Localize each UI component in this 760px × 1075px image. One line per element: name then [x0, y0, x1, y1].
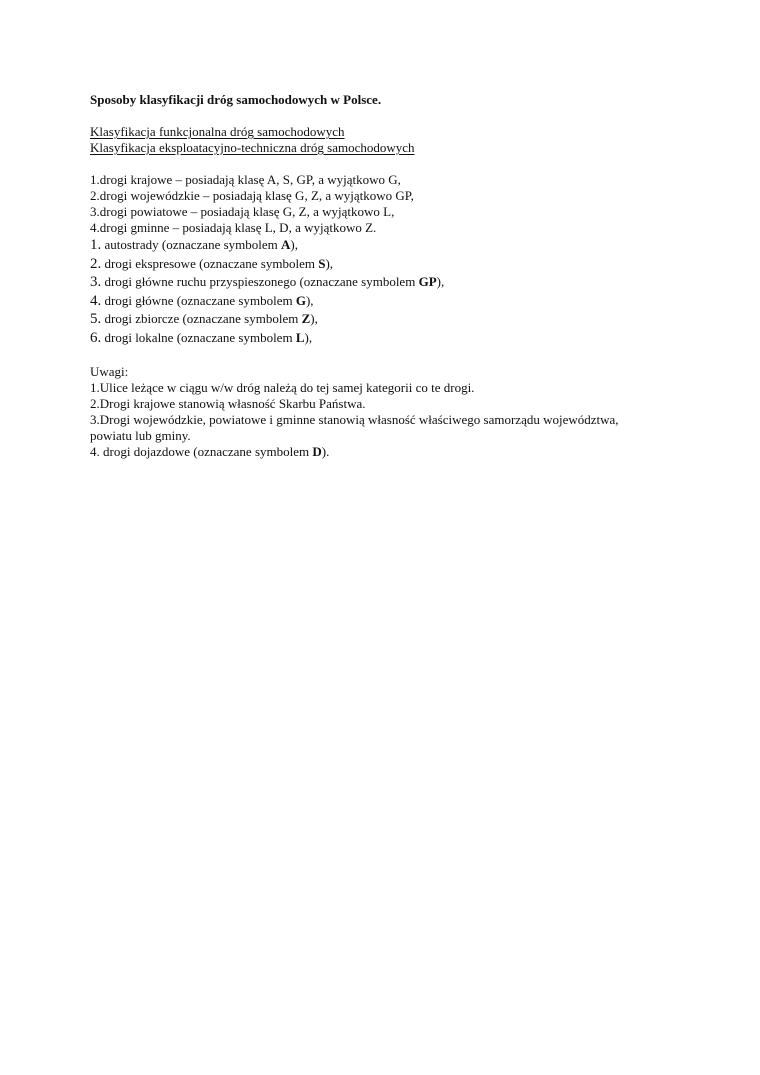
road-class-end: ),: [304, 329, 313, 345]
road-class-text: drogi zbiorcze (oznaczane symbolem: [101, 311, 302, 326]
road-class-end: ),: [436, 274, 445, 289]
road-class-number: 4.: [90, 444, 100, 459]
road-class-text: drogi główne ruchu przyspieszonego (oznaczane symbolem: [101, 274, 419, 289]
note-item: 2.Drogi krajowe stanowią własność Skarbu Państwa.: [90, 396, 366, 411]
road-class-item: [90, 310, 650, 329]
road-class-symbol: Z: [301, 311, 311, 326]
road-class-text: drogi lokalne (oznaczane symbolem: [101, 329, 296, 345]
road-class-number: 6.: [90, 329, 102, 346]
road-class-end: ),: [305, 292, 314, 308]
road-class-symbol: A: [281, 237, 291, 252]
road-class-number: 5.: [90, 311, 102, 327]
road-types-list: [90, 172, 650, 236]
road-class-symbol: L: [295, 329, 305, 345]
link-functional-classification[interactable]: Klasyfikacja funkcjonalna dróg samochodowych: [90, 124, 345, 139]
road-class-item: [90, 292, 650, 311]
road-class-text: drogi dojazdowe (oznaczane symbolem: [99, 444, 313, 459]
road-classes-list: [90, 236, 650, 347]
document-content: [90, 92, 650, 460]
road-class-text: autostrady (oznaczane symbolem: [101, 237, 282, 252]
road-class-number: 4.: [90, 292, 102, 309]
road-type-item: 3.drogi powiatowe – posiadają klasę G, Z, a wyjątkowo L,: [90, 204, 395, 219]
road-class-number: 1.: [90, 237, 102, 253]
road-type-item: 4.drogi gminne – posiadają klasę L, D, a wyjątkowo Z.: [90, 220, 377, 235]
road-class-end: ),: [290, 237, 298, 252]
road-type-item: 1.drogi krajowe – posiadają klasę A, S, GP, a wyjątkowo G,: [90, 172, 401, 187]
road-class-symbol: D: [312, 444, 322, 459]
road-class-end: ),: [310, 311, 318, 326]
road-class-number: 2.: [90, 255, 102, 272]
road-type-item: 2.drogi wojewódzkie – posiadają klasę G, Z, a wyjątkowo GP,: [90, 188, 414, 203]
extra-road-class-item: [90, 444, 650, 460]
note-item: 1.Ulice leżące w ciągu w/w dróg należą do tej samej kategorii co te drogi.: [90, 380, 475, 395]
road-class-symbol: S: [318, 255, 326, 271]
road-class-end: ).: [321, 444, 330, 459]
road-class-symbol: GP: [418, 274, 437, 289]
classification-links: [90, 124, 650, 156]
notes-section: [90, 364, 650, 460]
road-class-item: [90, 273, 650, 292]
document-title: Sposoby klasyfikacji dróg samochodowych w Polsce.: [90, 92, 382, 107]
road-class-item: [90, 236, 650, 255]
road-class-item: [90, 255, 650, 274]
road-class-number: 3.: [90, 274, 102, 290]
note-item: 3.Drogi wojewódzkie, powiatowe i gminne stanowią własność właściwego samorządu województwa, powiatu lub gminy.: [90, 412, 619, 443]
road-class-text: drogi ekspresowe (oznaczane symbolem: [101, 255, 319, 271]
road-class-symbol: G: [295, 292, 306, 308]
road-class-item: [90, 329, 650, 348]
road-class-text: drogi główne (oznaczane symbolem: [101, 292, 296, 308]
notes-heading: Uwagi:: [90, 364, 129, 379]
link-technical-classification[interactable]: Klasyfikacja eksploatacyjno-techniczna dróg samochodowych: [90, 140, 415, 155]
road-class-end: ),: [325, 255, 334, 271]
